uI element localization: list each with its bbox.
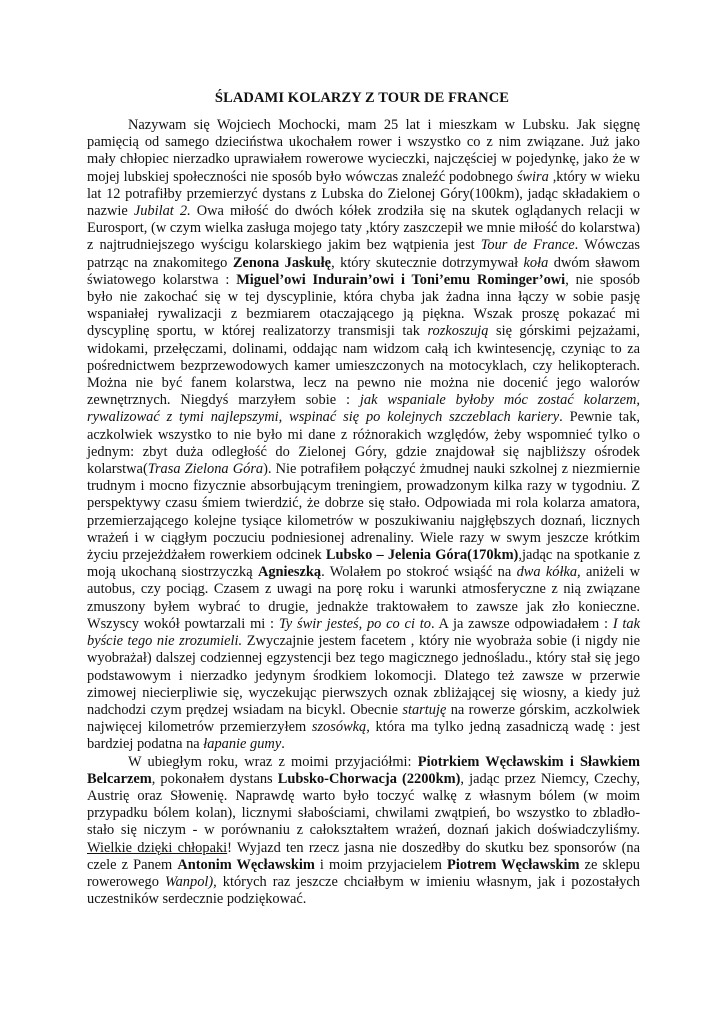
text-run: dwóm sławom światowego kolarstwa : [87,254,640,288]
italic-text: dwa kółka, [516,564,581,581]
text-run: , jadąc przez Niemcy, Czechy, Austrię oraz Słowenię. Naprawdę warto było toczyć walkę z własnym bólem (w moim przypadku bólem kolan), licznymi słabościami, chwilami zwątpień, bo wszystko to zbladło-stało się niczym - w porównaniu z całokształtem wrażeń, doznań jakich doświadczyliśmy. [87,770,640,839]
text-run: W ubiegłym roku, wraz z moimi przyjaciółmi: [128,753,418,770]
italic-text: Trasa Zielona Góra [147,461,264,478]
text-run: . Wolałem po stokroć wsiąść na [321,564,517,581]
italic-text: jak wspaniale byłoby móc zostać kolarzem, rywalizować z tymi najlepszymi, wspinać się po kolejnych szczeblach kariery [87,392,640,426]
text-run: których raz jeszcze chciałbym w imieniu własnym, jak i pozostałych uczestników serdecznie podziękować. [87,873,640,908]
document-body [87,117,640,908]
text-run: , który skutecznie dotrzymywał [331,254,524,271]
text-run: i moim przyjacielem [314,856,448,873]
text-run: . Pewnie tak, aczkolwiek wszystko to nie było mi dane z różnorakich względów, żeby wspomnieć tylko o jednym: zbyt duża odległość do Zielonej Góry, gdzie znajdował się najbliższy ośrodek kolarstwa( [87,409,640,478]
text-run: ! Wyjazd ten rzecz jasna nie doszedłby do skutku bez sponsorów (na czele z Panem [87,839,640,873]
text-run: Owa miłość do dwóch kółek zrodziła się na skutek oglądanych relacji w Eurosport, (w czym wielka zasługa mojego taty ,który zaszczepił we mnie miłość do kolarstwa) z najtrudniejszego wyścigu kolarskiego jakim bez wątpienia jest [87,203,640,254]
italic-text: I tak byście tego nie zrozumieli. [87,615,640,650]
text-run: , nie sposób było nie zakochać się w tej dyscyplinie, która chyba jak żadna inna łączy w sobie pasję wspaniałej rywalizacji z bezmiarem otaczającego ją piękna. Wszak proszę pokazać mi dyscyplinę sportu, w której realizatorzy transmisji tak [87,271,641,340]
paragraph-2 [87,754,640,909]
text-run: . A ja zawsze odpowiadałem : [430,615,613,632]
bold-text: Piotrem Węcławskim [447,856,580,873]
paragraph-1 [87,117,640,754]
text-run: . [281,736,285,753]
italic-text: świra [516,168,549,185]
text-run: , pokonałem dystans [151,770,278,787]
text-run: ). Nie potrafiłem połączyć żmudnej nauki szkolnej z niezmiernie trudnym i mocno fizycznie absorbującym treningiem, prowadzonym kilka razy w tygodniu. Z perspektywy czasu śmiem twierdzić, że dobrze się stało. Odpowiada mi rola kolarza amatora, przemierzającego kolejne tysiące kilometrów w poszukiwaniu najgłębszych doznań, licznych wrażeń i w ciągłym poczuciu podniesionej adrenaliny. Wiele razy w swym jeszcze krótkim życiu przejeżdżałem rowerkiem odcinek [87,461,640,564]
italic-text: Ty świr jesteś, po co ci to [278,615,431,632]
bold-text: Agnieszką [257,564,322,581]
bold-text: Antonim Węcławskim [177,856,315,873]
document-title: ŚLADAMI KOLARZY Z TOUR DE FRANCE [214,90,510,106]
bold-text: Zenona Jaskułę [232,254,332,271]
text-run: ze sklepu rowerowego [87,856,640,890]
bold-text: Lubsko – Jelenia Góra(170km) [325,547,519,564]
text-run: na rowerze górskim, aczkolwiek najwięcej kilometrów przemierzyłem [87,701,640,736]
text-run: się górskimi pejzażami, widokami, przełęczami, dolinami, oddając nam widzom całą ich kwintesencję, czyniąc to za pośrednictwem bezprzewodowych kamer umieszczonych na motocyklach, czy helikopterach. Można nie być fanem kolarstwa, lecz na pewno nie można nie docenić jego walorów zewnętrznych. Niegdyś marzyłem sobie : [87,323,640,409]
underlined-text: Wielkie dzięki chłopaki [87,839,228,856]
bold-text: Lubsko-Chorwacja (2200km) [277,770,461,787]
italic-text: Tour de France [480,237,575,254]
italic-text: szosówką, [311,719,370,736]
italic-text: startuję [402,701,447,718]
text-run: aniżeli w autobus, czy pociąg. Czasem z uwagi na porę roku i warunki atmosferyczne z nią związane zmuszony byłem wybrać to drugie, jednakże traktowałem to zawsze jak zło konieczne. Wszyscy wokół powtarzali mi : [87,564,640,632]
italic-text: rozkoszują [427,323,489,340]
bold-text: Miguel’owi Indurain’owi i Toni’emu Rominger’owi [236,271,566,288]
text-run: która ma tylko jedną zasadniczą wadę : jest bardziej podatna na [87,719,640,753]
bold-text: Piotrkiem Węcławskim i Sławkiem Belcarzem [87,753,640,787]
italic-text: Wanpol), [164,873,217,890]
text-run: Nazywam się Wojciech Mochocki, mam 25 lat i mieszkam w Lubsku. Jak sięgnę pamięcią od samego dzieciństwa ukochałem rower i wszystko co z nim związane. Już jako mały chłopiec nierzadko uprawiałem rowerowe wycieczki, najczęściej w pojedynkę, jako że w mojej lubskiej społeczności nie sposób było wówczas znaleźć podobnego [87,117,640,185]
text-run: Zwyczajnie jestem facetem , który nie wyobraża sobie (i nigdy nie wyobrażał) dalszej codziennej egzystencji bez tego magicznego jednośladu., który stał się jego podstawowym i nierzadko jedynym środkiem lokomocji. Dlatego też zawsze w przerwie zimowej niecierpliwie się, wyczekując pierwszych oznak zbliżającej się wiosny, a kiedy już nadchodzi czym prędzej wsiadam na bicykl. Obecnie [87,633,640,718]
text-run: ,który w wieku lat 12 potrafiłby przemierzyć dystans z Lubska do Zielonej Góry(100km), jadąc składakiem o nazwie [87,168,641,220]
italic-text: Jubilat 2. [133,203,191,220]
text-run: ,jadąc na spotkanie z moją ukochaną siostrzyczką [87,547,640,581]
italic-text: łapanie gumy [203,736,282,753]
italic-text: koła [523,254,549,271]
text-run: . Wówczas patrząc na znakomitego [87,237,640,271]
